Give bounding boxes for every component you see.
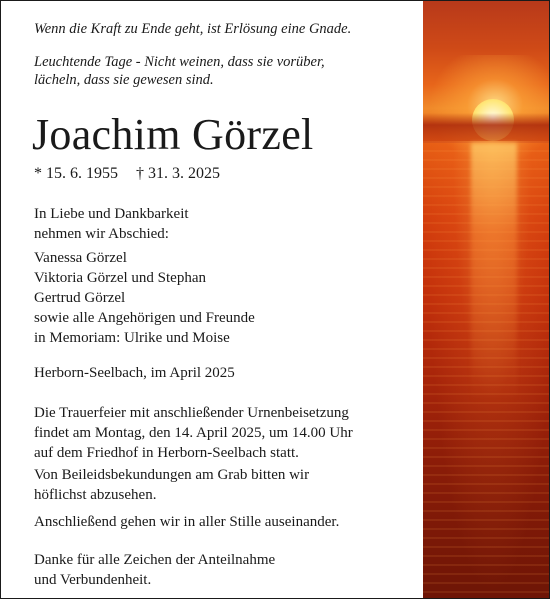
life-dates bbox=[34, 164, 220, 184]
horizon-line bbox=[423, 113, 549, 143]
mourners-list bbox=[34, 248, 255, 348]
afterward-text: Anschließend gehen wir in aller Stille auseinander. bbox=[34, 514, 340, 530]
mourner-line: Vanessa Görzel bbox=[34, 250, 127, 266]
funeral-service-info bbox=[34, 403, 353, 463]
place-date-text: Herborn-Seelbach, im April 2025 bbox=[34, 365, 235, 381]
afterward-note bbox=[34, 512, 339, 532]
thanks-line: und Verbundenheit. bbox=[34, 572, 152, 588]
quote-line: lächeln, dass sie gewesen sind. bbox=[34, 72, 214, 88]
thanks-line: Danke für alle Zeichen der Anteilnahme bbox=[34, 552, 276, 568]
service-line: findet am Montag, den 14. April 2025, um 14.00 Uhr bbox=[34, 425, 353, 441]
mourner-line: sowie alle Angehörigen und Freunde bbox=[34, 310, 255, 326]
farewell-intro bbox=[34, 204, 189, 244]
poem-quote bbox=[34, 53, 325, 89]
condolence-line: höflichst abzusehen. bbox=[34, 487, 157, 503]
condolence-line: Von Beileidsbekundungen am Grab bitten wir bbox=[34, 467, 310, 483]
mourner-line: in Memoriam: Ulrike und Moise bbox=[34, 330, 230, 346]
service-line: Die Trauerfeier mit anschließender Urnenbeisetzung bbox=[34, 405, 349, 421]
quote-line: Wenn die Kraft zu Ende geht, ist Erlösung eine Gnade. bbox=[34, 21, 352, 37]
death-date: † 31. 3. 2025 bbox=[136, 165, 220, 182]
birth-date: * 15. 6. 1955 bbox=[34, 165, 118, 182]
mourner-line: Gertrud Görzel bbox=[34, 290, 126, 306]
mourner-line: Viktoria Görzel und Stephan bbox=[34, 270, 206, 286]
sun-reflection bbox=[471, 143, 517, 403]
farewell-line: In Liebe und Dankbarkeit bbox=[34, 206, 189, 222]
condolence-request bbox=[34, 465, 309, 505]
service-line: auf dem Friedhof in Herborn-Seelbach statt. bbox=[34, 445, 299, 461]
opening-quote bbox=[34, 20, 351, 38]
quote-line: Leuchtende Tage - Nicht weinen, dass sie vorüber, bbox=[34, 54, 325, 70]
text-column bbox=[1, 1, 421, 598]
deceased-name: Joachim Görzel bbox=[32, 110, 314, 159]
thanks-note bbox=[34, 550, 275, 590]
place-date bbox=[34, 363, 235, 383]
farewell-line: nehmen wir Abschied: bbox=[34, 226, 169, 242]
sunset-photo bbox=[423, 1, 549, 598]
